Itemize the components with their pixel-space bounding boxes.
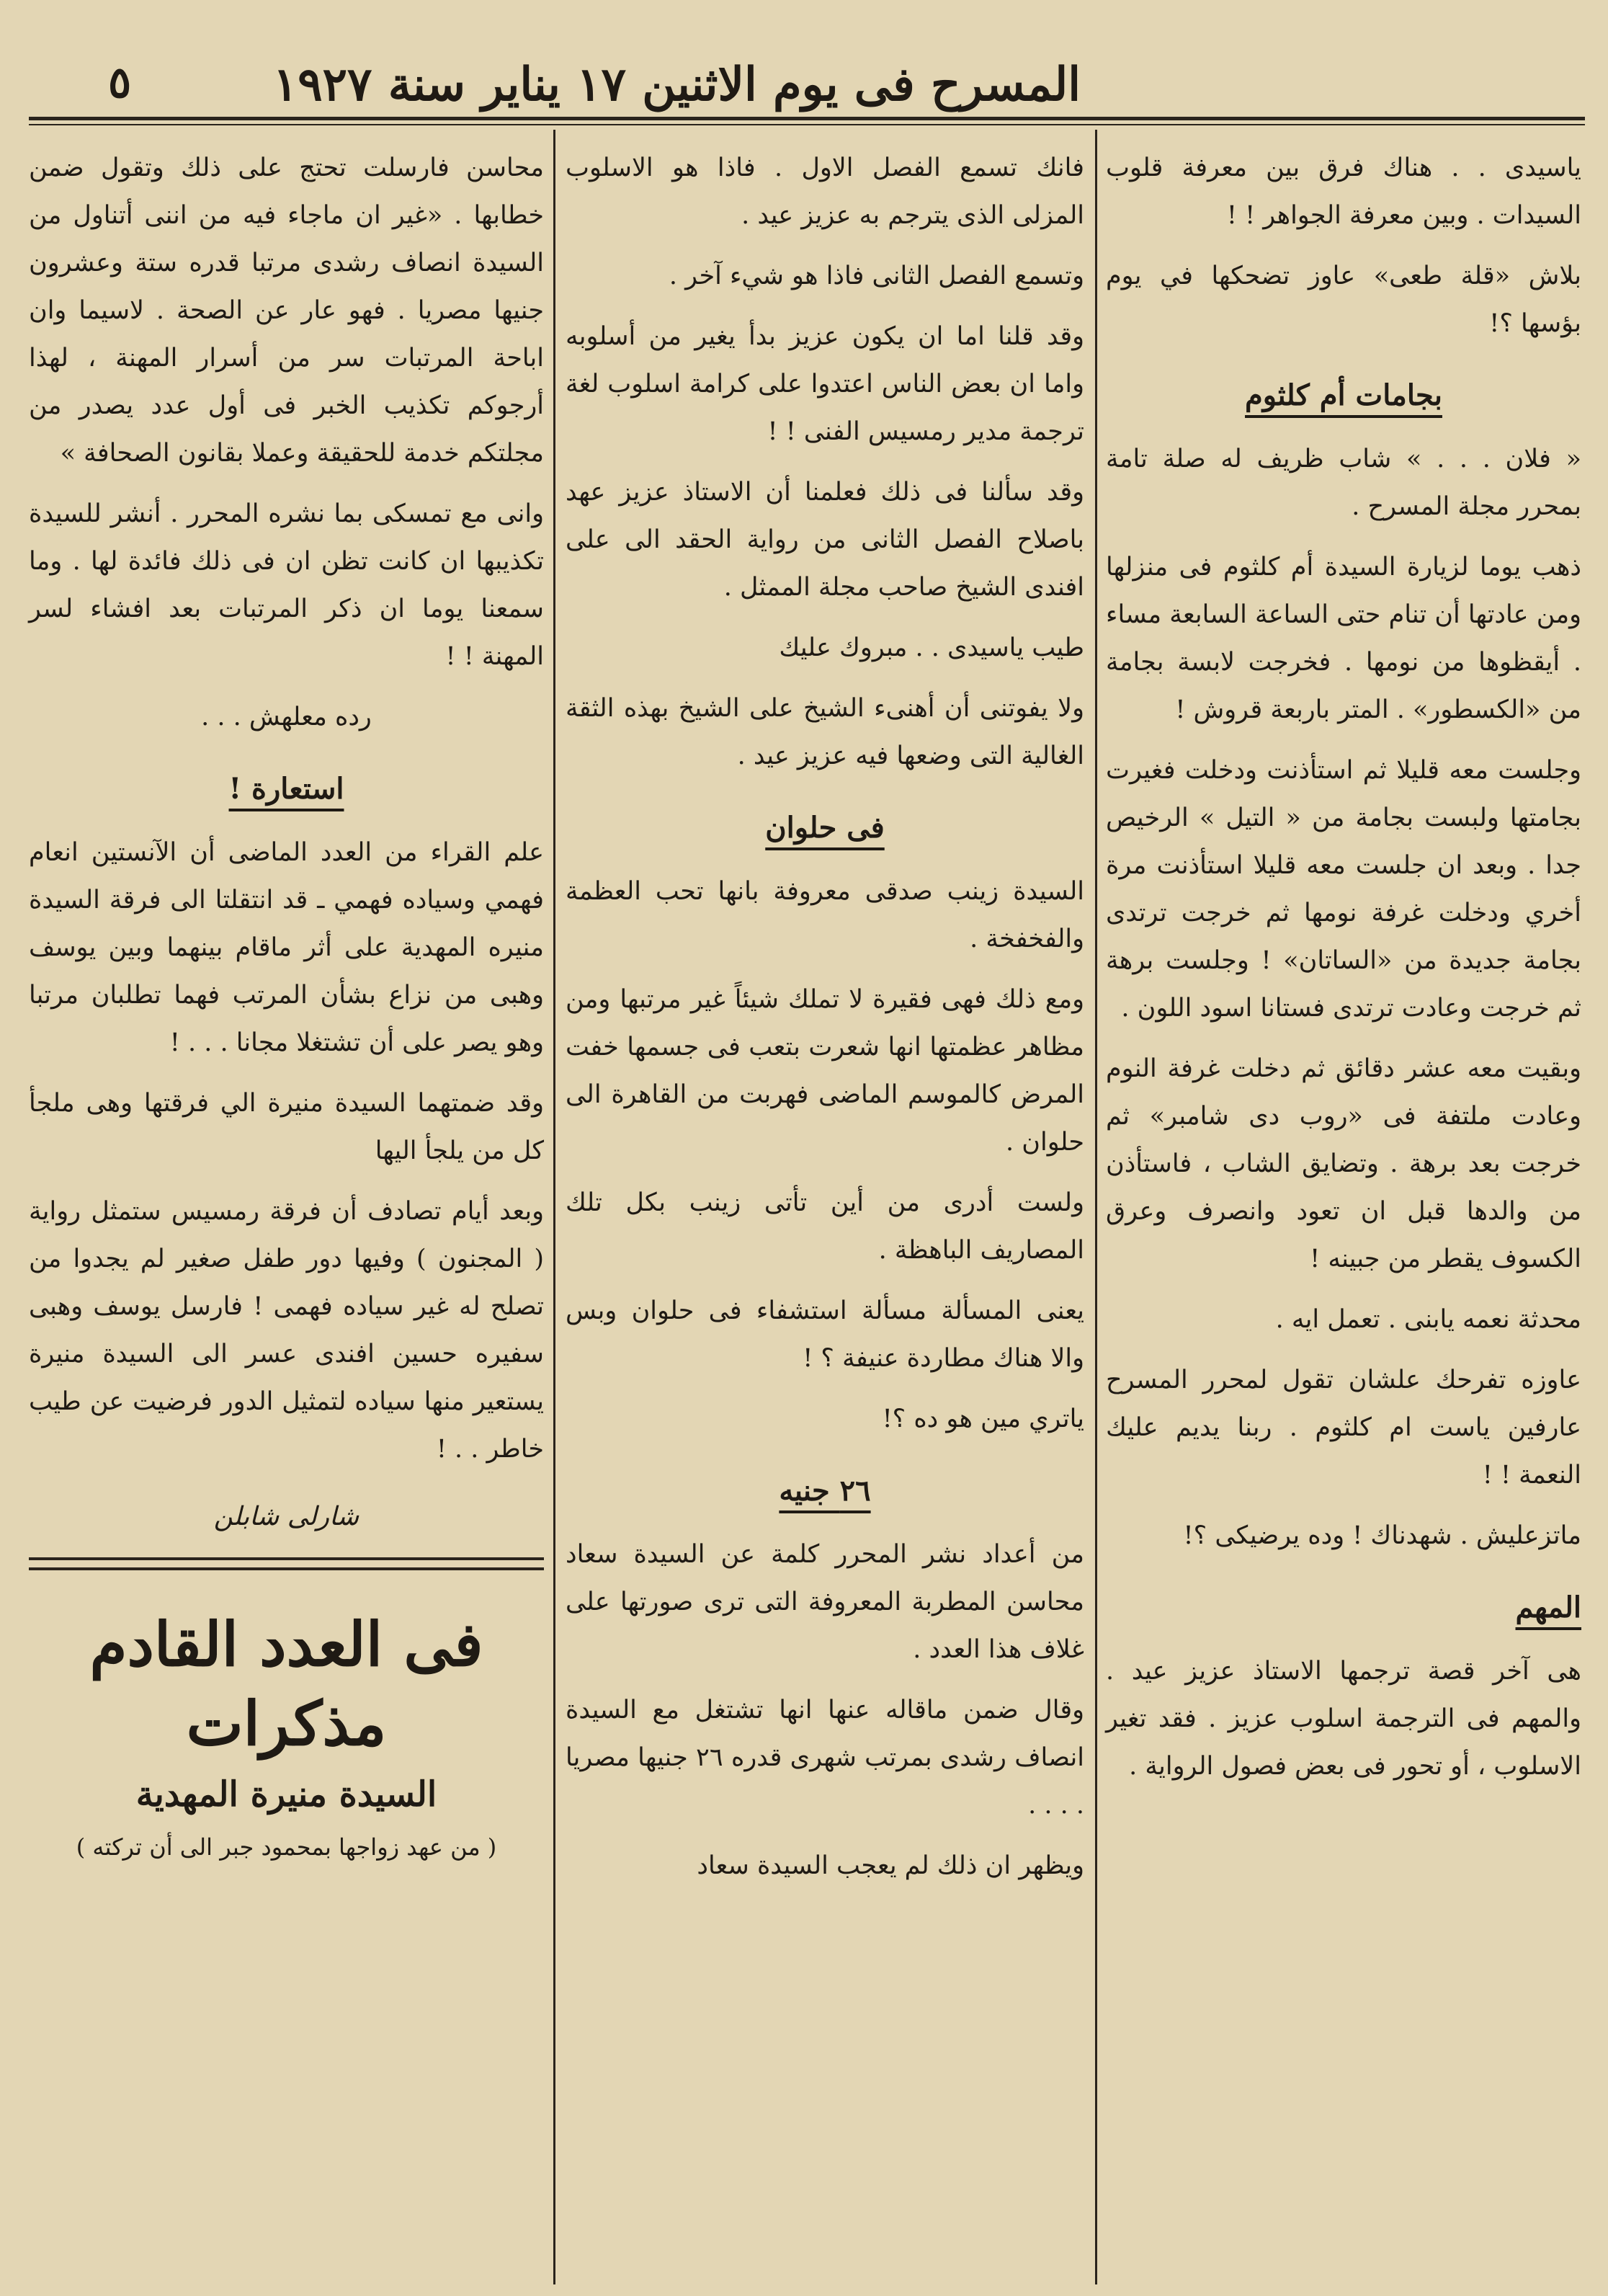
paragraph: وقال ضمن ماقاله عنها انها تشتغل مع السيدة انصاف رشدى بمرتب شهرى قدره ٢٦ جنيها مصريا . . . . [566, 1696, 1084, 1820]
announcement-subject: مذكرات [186, 1688, 387, 1759]
paragraph: ويظهر ان ذلك لم يعجب السيدة سعاد [697, 1851, 1084, 1880]
paragraph: السيدة زينب صدقى معروفة بانها تحب العظمة والفخفخة . [566, 877, 1084, 953]
column-divider-left [553, 130, 555, 2284]
left-column [29, 144, 544, 1869]
paragraph: ياتري مين هو ده ؟! [882, 1405, 1084, 1433]
paragraph: ياسيدى . . هناك فرق بين معرفة قلوب السيدات . وبين معرفة الجواهر ! ! [1106, 153, 1581, 230]
paragraph: ولا يفوتنى أن أهنىء الشيخ على الشيخ بهذه الثقة الغالية التى وضعها فيه عزيز عيد . [566, 694, 1084, 770]
paragraph: بلاش «قلة طعى» عاوز تضحكها في يوم بؤسها ؟! [1106, 262, 1581, 338]
paragraph: رده معلهش . . . [201, 703, 372, 731]
paragraph: هى آخر قصة ترجمها الاستاذ عزيز عيد . والمهم فى الترجمة اسلوب عزيز . فقد تغير الاسلوب ، أو تحور فى بعض فصول الرواية . [1106, 1657, 1581, 1781]
header-rule [29, 117, 1585, 120]
announcement-title: فى العدد القادم [89, 1608, 483, 1680]
paragraph: « فلان . . . » شاب ظريف له صلة تامة بمحرر مجلة المسرح . [1106, 445, 1581, 521]
header-rule-thin [29, 124, 1585, 125]
paragraph: ولست أدرى من أين تأتى زينب بكل تلك المصاريف الباهظة . [566, 1188, 1084, 1265]
page-number: ٥ [108, 58, 132, 108]
page-header [29, 43, 1585, 123]
paragraph: عاوزه تفرحك علشان تقول لمحرر المسرح عارفين ياست ام كلثوم . ربنا يديم عليك النعمة ! ! [1106, 1366, 1581, 1490]
next-issue-announcement [29, 1605, 544, 1869]
middle-column [566, 144, 1084, 1903]
paragraph: ماتزعليش . شهدناك ! وده يرضيكى ؟! [1183, 1521, 1581, 1550]
paragraph: علم القراء من العدد الماضى أن الآنستين انعام فهمي وسياده فهمي ـ قد انتقلتا الى فرقة السيدة منيره المهدية على أثر ماقام بينهما وبين يوسف وهبى من نزاع بشأن المرتب فهما تطلبان مرتبا وهو يصر على أن تشتغلا مجانا . . . ! [29, 838, 544, 1057]
section-heading: بجامات أم كلثوم [1245, 378, 1442, 412]
paragraph: وبعد أيام تصادف أن فرقة رمسيس ستمثل رواية ( المجنون ) وفيها دور طفل صغير لم يجدوا من تصلح له غير سياده فهمى ! فارسل يوسف وهبى سفيره حسين افندى عسر الى السيدة منيرة يستعير منها سياده لتمثيل الدور فرضيت عن طيب خاطر . . ! [29, 1197, 544, 1464]
double-rule-divider [29, 1557, 544, 1570]
paragraph: محدثة نعمه يابنى . تعمل ايه . [1275, 1305, 1581, 1334]
paragraph: فانك تسمع الفصل الاول . فاذا هو الاسلوب المزلى الذى يترجم به عزيز عيد . [566, 153, 1084, 230]
paragraph: ومع ذلك فهى فقيرة لا تملك شيئاً غير مرتبها ومن مظاهر عظمتها انها شعرت بتعب فى جسمها خفت المرض كالموسم الماضى فهربت من القاهرة الى حلوان . [566, 985, 1084, 1157]
paragraph: ذهب يوما لزيارة السيدة أم كلثوم فى منزلها ومن عادتها أن تنام حتى الساعة السابعة مساء . أيقظوها من نومها . فخرجت لابسة بجامة من «الكسطور» . المتر باربعة قروش ! [1106, 553, 1581, 724]
paragraph: وبقيت معه عشر دقائق ثم دخلت غرفة النوم وعادت ملتفة فى «روب دى شامبر» ثم خرجت بعد برهة . وتضايق الشاب ، فاستأذن من والدها قبل ان تعود وانصرف وعرق الكسوف يقطر من جبينه ! [1106, 1054, 1581, 1273]
announcement-name: السيدة منيرة المهدية [135, 1774, 437, 1815]
paragraph: وتسمع الفصل الثانى فاذا هو شيء آخر . [669, 262, 1084, 290]
paragraph: يعنى المسألة مسألة استشفاء فى حلوان وبس والا هناك مطاردة عنيفة ؟ ! [566, 1296, 1084, 1373]
author-signature: شارلى شابلن [213, 1502, 359, 1531]
paragraph: طيب ياسيدى . . مبروك عليك [779, 633, 1084, 662]
section-heading: ٢٦ جنيه [779, 1474, 871, 1508]
announcement-note: ( من عهد زواجها بمحمود جبر الى أن تركته ) [76, 1833, 497, 1861]
section-heading: المهم [1515, 1590, 1581, 1624]
paragraph: من أعداد نشر المحرر كلمة عن السيدة سعاد محاسن المطربة المعروفة التى ترى صورتها على غلاف هذا العدد . [566, 1540, 1084, 1664]
section-heading: استعارة ! [228, 772, 344, 806]
section-heading: فى حلوان [765, 811, 885, 845]
paragraph: وجلست معه قليلا ثم استأذنت ودخلت فغيرت بجامتها ولبست بجامة من « التيل » الرخيص جدا . وبعد ان جلست معه قليلا استأذنت مرة أخري ودخلت غرفة نومها ثم خرجت ترتدى بجامة جديدة من «الساتان» ! وجلست برهة ثم خرجت وعادت ترتدى فستانا اسود اللون . [1106, 756, 1581, 1023]
header-title: المسرح فى يوم الاثنين ١٧ يناير سنة ١٩٢٧ [272, 58, 1081, 112]
paragraph: وانى مع تمسكى بما نشره المحرر . أنشر للسيدة تكذيبها ان كانت تظن ان فى ذلك فائدة لها . وما سمعنا يوما ان ذكر المرتبات بعد افشاء لسر المهنة ! ! [29, 499, 544, 671]
paragraph: وقد قلنا اما ان يكون عزيز بدأ يغير من أسلوبه واما ان بعض الناس اعتدوا على كرامة اسلوب لغة ترجمة مدير رمسيس الفنى ! ! [566, 322, 1084, 446]
column-divider-right [1095, 130, 1097, 2284]
paragraph: وقد سألنا فى ذلك فعلمنا أن الاستاذ عزيز عهد باصلاح الفصل الثانى من رواية الحقد الى على افندى الشيخ صاحب مجلة الممثل . [566, 478, 1084, 602]
paragraph: وقد ضمتهما السيدة منيرة الي فرقتها وهى ملجأ كل من يلجأ اليها [29, 1089, 544, 1165]
paragraph: محاسن فارسلت تحتج على ذلك وتقول ضمن خطابها . «غير ان ماجاء فيه من اننى أتناول من السيدة انصاف رشدى مرتبا قدره ستة وعشرون جنيها مصريا . فهو عار عن الصحة . لاسيما وان اباحة المرتبات سر من أسرار المهنة ، لهذا أرجوكم تكذيب الخبر فى أول عدد يصدر من مجلتكم خدمة للحقيقة وعملا بقانون الصحافة » [29, 153, 544, 468]
right-column [1106, 144, 1581, 1803]
